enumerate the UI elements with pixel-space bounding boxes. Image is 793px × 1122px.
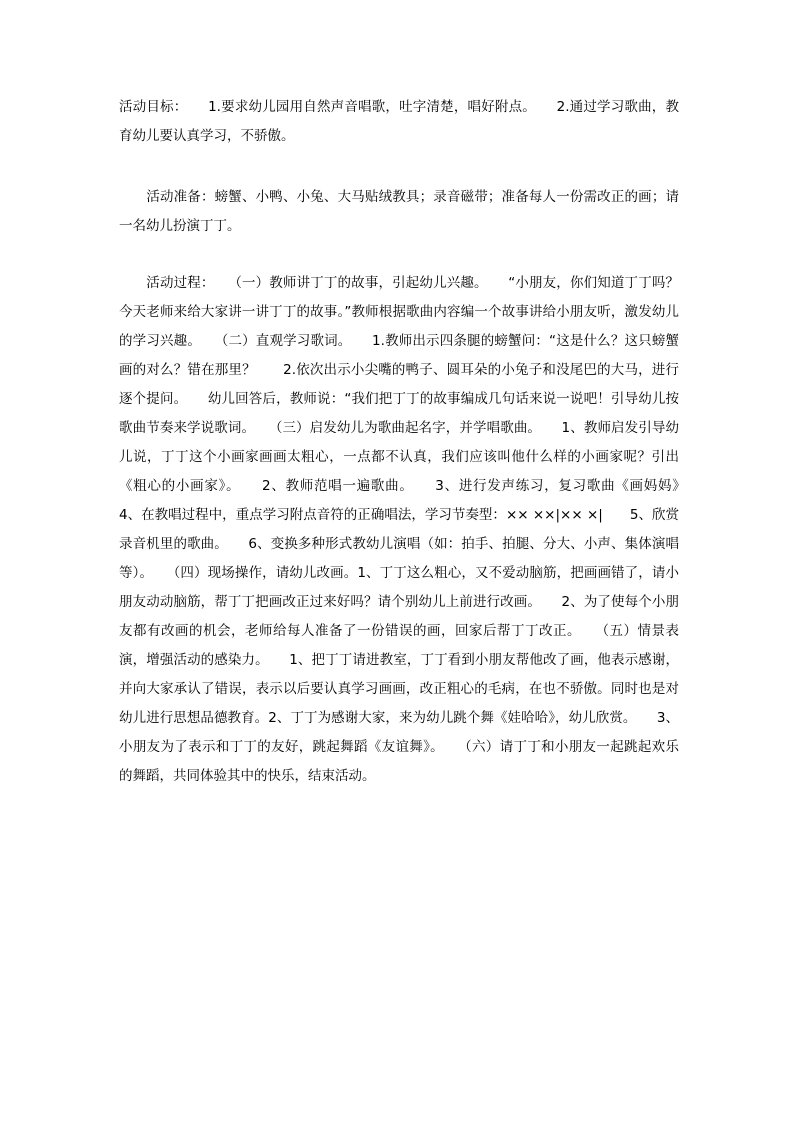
activity-preparation-paragraph: 活动准备：螃蟹、小鸭、小兔、大马贴绒教具；录音磁带；准备每人一份需改正的画；请一名幼儿扮演丁丁。 [119, 189, 679, 234]
activity-process-paragraph: 活动过程： （一）教师讲丁丁的故事，引起幼儿兴趣。 “小朋友，你们知道丁丁吗？今天老师来给大家讲一讲丁丁的故事。”教师根据歌曲内容编一个故事讲给小朋友听，激发幼儿的学习兴趣。 （二）直观学习歌词。 1.教师出示四条腿的螃蟹问：“这是什么？这只螃蟹画的对么？错在那里？ 2.依次出示小尖嘴的鸭子、圆耳朵的小兔子和没尾巴的大马，进行逐个提问。 幼儿回答后，教师说：“我们把丁丁的故事编成几句话来说一说吧！引导幼儿按歌曲节奏来学说歌词。 （三）启发幼儿为歌曲起名字，并学唱歌曲。 1、教师启发引导幼儿说，丁丁这个小画家画画太粗心，一点都不认真，我们应该叫他什么样的小画家呢？引出《粗心的小画家》。 2、教师范唱一遍歌曲。 3、进行发声练习，复习歌曲《画妈妈》 4、在教唱过程中，重点学习附点音符的正确唱法，学习节奏型：×× ××|×× ×| 5、欣赏录音机里的歌曲。 6、变换多种形式教幼儿演唱（如：拍手、拍腿、分大、小声、集体演唱等）。 （四）现场操作，请幼儿改画。1、丁丁这么粗心，又不爱动脑筋，把画画错了，请小朋友动动脑筋，帮丁丁把画改正过来好吗？请个别幼儿上前进行改画。 2、为了使每个小朋友都有改画的机会，老师给每人准备了一份错误的画，回家后帮丁丁改正。 （五）情景表演，增强活动的感染力。 1、把丁丁请进教室，丁丁看到小朋友帮他改了画，他表示感谢，并向大家承认了错误，表示以后要认真学习画画，改正粗心的毛病，在也不骄傲。同时也是对幼儿进行思想品德教育。2、丁丁为感谢大家，来为幼儿跳个舞《娃哈哈》，幼儿欣赏。 3、小朋友为了表示和丁丁的友好，跳起舞蹈《友谊舞》。 （六）请丁丁和小朋友一起跳起欢乐的舞蹈，共同体验其中的快乐，结束活动。 [119, 275, 706, 784]
activity-goals-paragraph: 活动目标： 1.要求幼儿园用自然声音唱歌，吐字清楚，唱好附点。 2.通过学习歌曲，教育幼儿要认真学习，不骄傲。 [119, 99, 679, 144]
